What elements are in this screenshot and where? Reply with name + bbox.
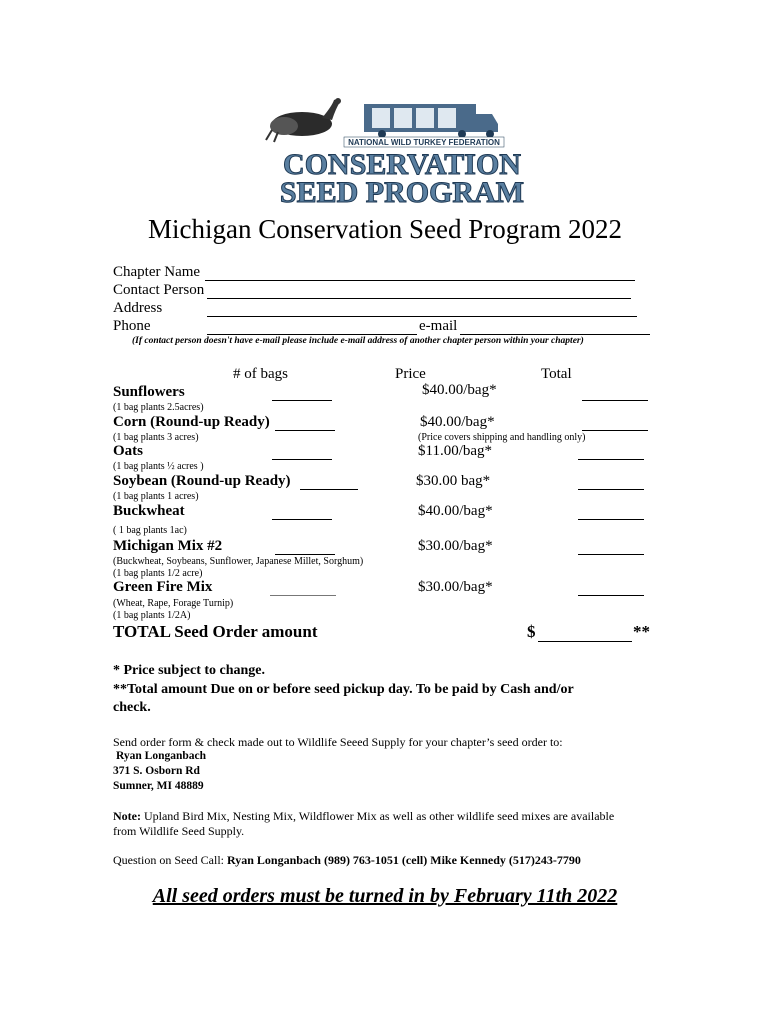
email-field[interactable] bbox=[460, 334, 650, 335]
chapter-name-label: Chapter Name bbox=[113, 264, 201, 280]
item-desc: (Wheat, Rape, Forage Turnip) bbox=[113, 598, 234, 609]
item-desc: (Buckwheat, Soybeans, Sunflower, Japanese Millet, Sorghum) bbox=[113, 556, 364, 567]
bags-field[interactable] bbox=[272, 459, 332, 460]
item-desc-2: (1 bag plants 1/2A) bbox=[113, 610, 191, 621]
bags-field[interactable] bbox=[275, 554, 335, 555]
truck-icon bbox=[364, 104, 498, 138]
item-desc-2: (1 bag plants 1/2 acre) bbox=[113, 568, 203, 579]
bags-field[interactable] bbox=[272, 400, 332, 401]
total-field[interactable] bbox=[578, 595, 644, 596]
item-name: Michigan Mix #2 bbox=[113, 538, 223, 554]
item-desc: ( 1 bag plants 1ac) bbox=[113, 525, 187, 536]
nwtf-conservation-seed-program-logo bbox=[262, 96, 524, 208]
price-note: (Price covers shipping and handling only) bbox=[418, 432, 586, 443]
item-name: Green Fire Mix bbox=[113, 579, 213, 595]
col-price-header: Price bbox=[395, 366, 426, 382]
bags-field[interactable] bbox=[272, 519, 332, 520]
total-field[interactable] bbox=[582, 430, 648, 431]
send-city: Sumner, MI 48889 bbox=[113, 780, 204, 792]
email-label: e-mail bbox=[419, 318, 458, 334]
contact-person-label: Contact Person bbox=[113, 282, 205, 298]
total-field[interactable] bbox=[578, 459, 644, 460]
item-price: $40.00/bag* bbox=[420, 414, 495, 430]
note-text: Upland Bird Mix, Nesting Mix, Wildflower Mix as well as other wildlife seed mixes are available bbox=[143, 809, 615, 823]
item-desc: (1 bag plants 1 acres) bbox=[113, 491, 199, 502]
page-title: Michigan Conservation Seed Program 2022 bbox=[148, 214, 622, 244]
note-line1 bbox=[113, 809, 614, 824]
deadline-notice: All seed orders must be turned in by February 11th 2022 bbox=[152, 885, 618, 907]
item-price: $30.00/bag* bbox=[418, 538, 493, 554]
logo-line2: SEED PROGRAM bbox=[279, 176, 524, 208]
item-price: $40.00/bag* bbox=[418, 503, 493, 519]
due-note-line2: check. bbox=[113, 700, 151, 715]
question-prefix: Question on Seed Call: bbox=[113, 853, 227, 867]
item-name: Corn (Round-up Ready) bbox=[113, 414, 270, 430]
turkey-icon bbox=[266, 98, 341, 142]
item-desc: (1 bag plants ½ acres ) bbox=[113, 461, 204, 472]
address-field[interactable] bbox=[207, 316, 637, 317]
send-street: 371 S. Osborn Rd bbox=[113, 765, 200, 777]
item-price: $11.00/bag* bbox=[418, 443, 493, 459]
col-total-header: Total bbox=[541, 366, 572, 382]
price-change-note: * Price subject to change. bbox=[113, 663, 266, 678]
bags-field[interactable] bbox=[275, 430, 335, 431]
col-bags-header: # of bags bbox=[233, 366, 288, 382]
total-field[interactable] bbox=[582, 400, 648, 401]
contact-person-field[interactable] bbox=[207, 298, 631, 299]
bags-field[interactable] bbox=[270, 595, 336, 596]
bags-field[interactable] bbox=[300, 489, 358, 490]
chapter-name-field[interactable] bbox=[205, 280, 635, 281]
logo-org-text: NATIONAL WILD TURKEY FEDERATION bbox=[348, 138, 500, 147]
item-desc: (1 bag plants 3 acres) bbox=[113, 432, 199, 443]
note-line2: from Wildlife Seed Supply. bbox=[113, 824, 245, 838]
contact-note: (If contact person doesn't have e-mail please include e-mail address of another chapter person within your chapter) bbox=[132, 336, 584, 346]
question-line bbox=[113, 853, 581, 868]
question-contacts: Ryan Longanbach (989) 763-1051 (cell) Mike Kennedy (517)243-7790 bbox=[227, 853, 581, 867]
total-dollar: $ bbox=[527, 622, 536, 641]
total-field[interactable] bbox=[578, 554, 644, 555]
send-name: Ryan Longanbach bbox=[116, 750, 207, 762]
phone-label: Phone bbox=[113, 318, 151, 334]
phone-field[interactable] bbox=[207, 334, 417, 335]
item-desc: (1 bag plants 2.5acres) bbox=[113, 402, 204, 413]
due-note-line1: **Total amount Due on or before seed pickup day. To be paid by Cash and/or bbox=[113, 682, 574, 697]
total-stars: ** bbox=[633, 622, 650, 641]
total-label: TOTAL Seed Order amount bbox=[113, 622, 318, 641]
item-name: Sunflowers bbox=[113, 384, 185, 400]
address-label: Address bbox=[113, 300, 163, 316]
item-price: $40.00/bag* bbox=[422, 382, 497, 398]
send-instruction: Send order form & check made out to Wildlife Seeed Supply for your chapter’s seed order to: bbox=[113, 735, 563, 749]
item-name: Buckwheat bbox=[113, 503, 185, 519]
total-amount-field[interactable] bbox=[538, 641, 632, 642]
total-field[interactable] bbox=[578, 489, 644, 490]
total-field[interactable] bbox=[578, 519, 644, 520]
item-price: $30.00 bag* bbox=[416, 473, 491, 489]
item-price: $30.00/bag* bbox=[418, 579, 493, 595]
item-name: Soybean (Round-up Ready) bbox=[113, 473, 291, 489]
note-label: Note: bbox=[113, 809, 141, 823]
logo-line1: CONSERVATION bbox=[283, 148, 521, 181]
item-name: Oats bbox=[113, 443, 143, 459]
